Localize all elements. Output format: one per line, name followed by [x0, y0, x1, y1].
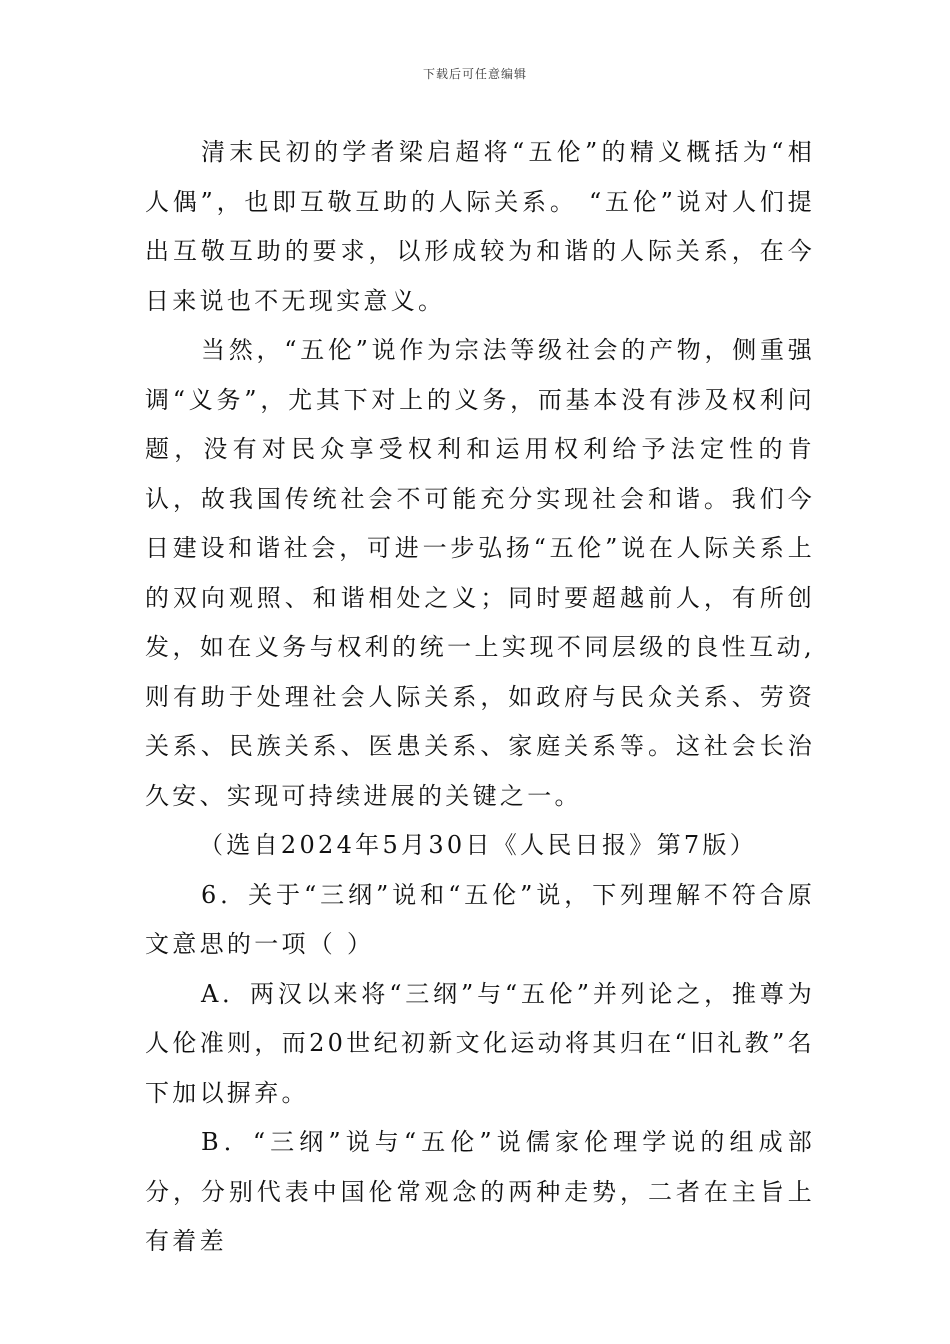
option-b: B．“三纲”说与“五伦”说儒家伦理学说的组成部分，分别代表中国伦常观念的两种走势，二者在主旨上有着差: [145, 1128, 815, 1255]
option-a: A．两汉以来将“三纲”与“五伦”并列论之，推尊为人伦准则，而20世纪初新文化运动将其归在“旧礼教”名下加以摒弃。: [145, 979, 815, 1107]
page-header: 下载后可任意编辑: [422, 67, 527, 81]
source-citation: （选自2024年5月30日《人民日报》第7版）: [199, 831, 758, 859]
document-body: [145, 128, 815, 1267]
paragraph-wulun-critique: 当然，“五伦”说作为宗法等级社会的产物，侧重强调“义务”，尤其下对上的义务，而基本没有涉及权利问题，没有对民众享受权利和运用权利给予法定性的肯认，故我国传统社会不可能充分实现社会和谐。我们今日建设和谐社会，可进一步弘扬“五伦”说在人际关系上的双向观照、和谐相处之义；同时要超越前人，有所创发，如在义务与权利的统一上实现不同层级的良性互动,则有助于处理社会人际关系，如政府与民众关系、劳资关系、民族关系、医患关系、家庭关系等。这社会长治久安、实现可持续进展的关键之一。: [145, 336, 815, 810]
question-6: 6．关于“三纲”说和“五伦”说，下列理解不符合原文意思的一项（ ）: [145, 880, 815, 958]
paragraph-liang-qichao: 清末民初的学者梁启超将“五伦”的精义概括为“相人偶”，也即互敬互助的人际关系。 “五伦”说对人们提出互敬互助的要求，以形成较为和谐的人际关系，在今日来说也不无现实意义。: [145, 138, 815, 315]
